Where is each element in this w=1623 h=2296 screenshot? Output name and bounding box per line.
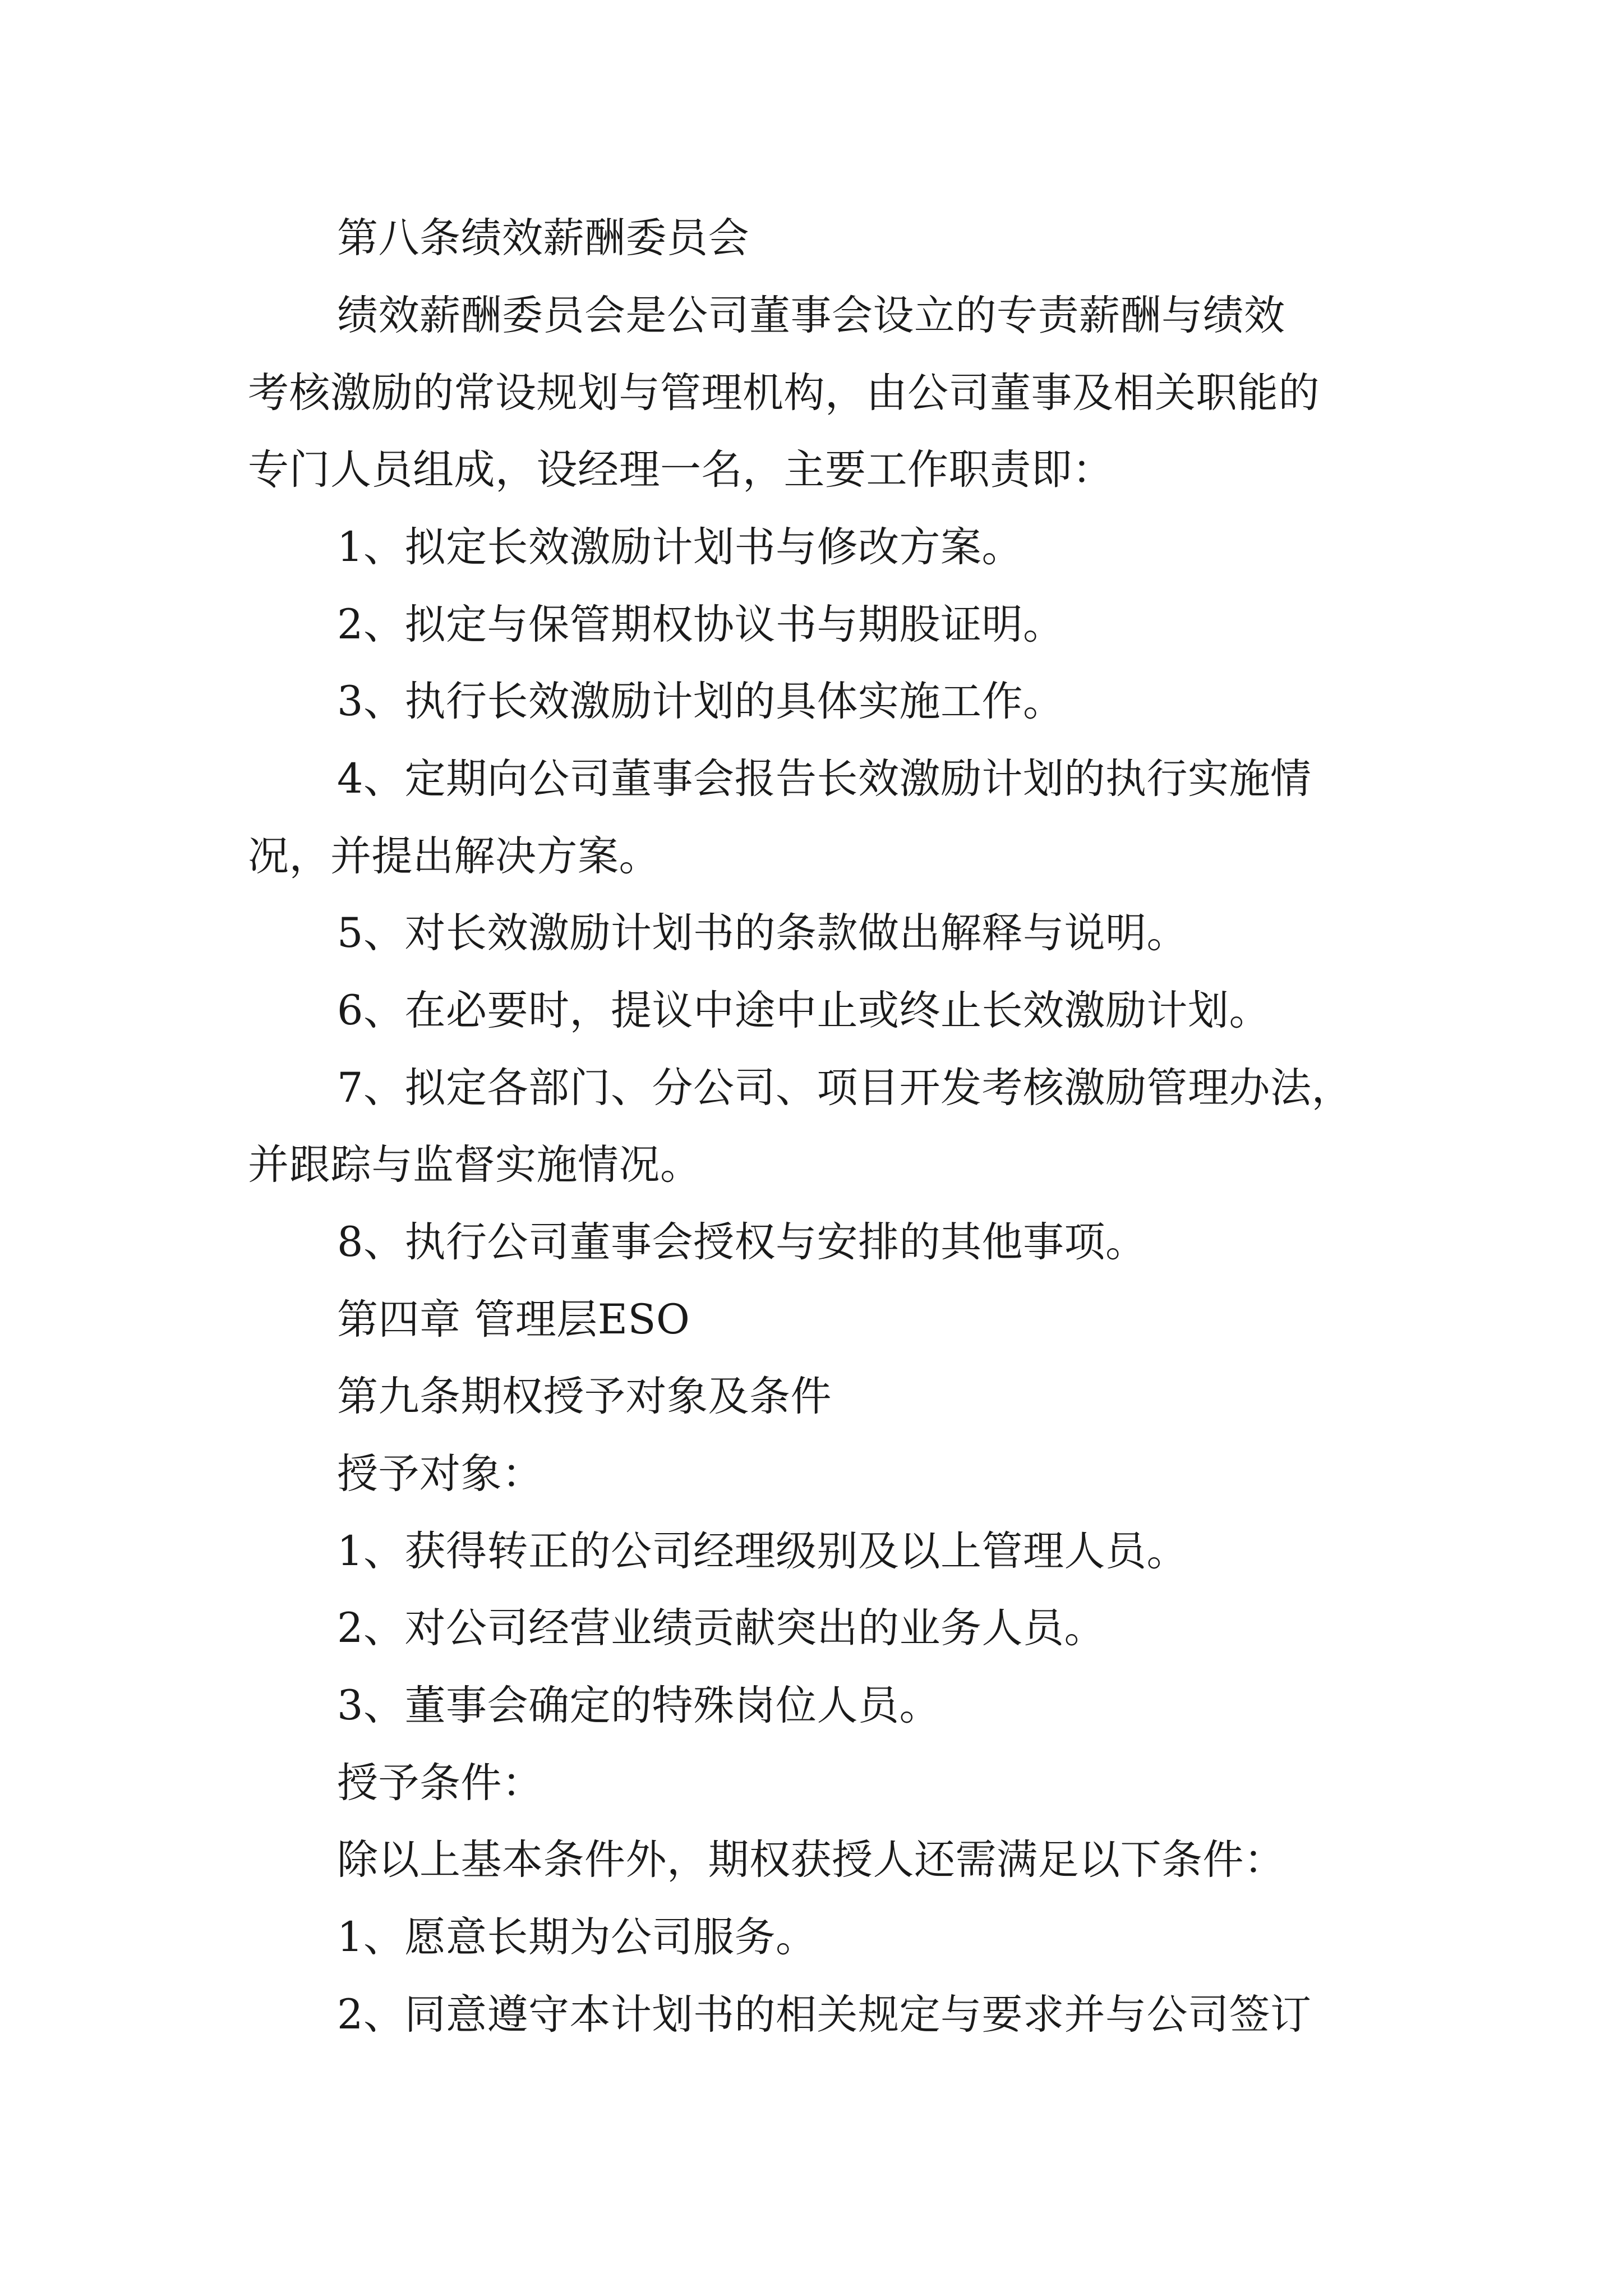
list-item-continuation: 并跟踪与监督实施情况。 xyxy=(248,1141,702,1189)
list-item: 1、拟定长效激励计划书与修改方案。 xyxy=(337,523,1023,571)
list-item: 6、在必要时，提议中途中止或终止长效激励计划。 xyxy=(337,987,1270,1034)
section-heading-article-8: 第八条绩效薪酬委员会 xyxy=(337,214,749,262)
list-item: 2、对公司经营业绩贡献突出的业务人员。 xyxy=(337,1604,1105,1652)
chapter-heading: 第四章 管理层ESO xyxy=(337,1296,690,1343)
paragraph-line: 除以上基本条件外，期权获授人还需满足以下条件： xyxy=(337,1836,1285,1884)
paragraph-line: 考核激励的常设规划与管理机构，由公司董事及相关职能的 xyxy=(248,369,1320,417)
paragraph-line: 绩效薪酬委员会是公司董事会设立的专责薪酬与绩效 xyxy=(337,292,1285,339)
list-item: 3、执行长效激励计划的具体实施工作。 xyxy=(337,678,1064,725)
list-item: 5、对长效激励计划书的条款做出解释与说明。 xyxy=(337,909,1188,957)
list-item: 3、董事会确定的特殊岗位人员。 xyxy=(337,1682,940,1729)
list-item: 1、愿意长期为公司服务。 xyxy=(337,1913,817,1961)
subheading: 授予条件： xyxy=(337,1759,543,1807)
list-item: 2、同意遵守本计划书的相关规定与要求并与公司签订 xyxy=(337,1991,1312,2039)
list-item: 7、拟定各部门、分公司、项目开发考核激励管理办法， xyxy=(337,1064,1353,1112)
section-heading-article-9: 第九条期权授予对象及条件 xyxy=(337,1373,832,1420)
list-item: 8、执行公司董事会授权与安排的其他事项。 xyxy=(337,1218,1147,1266)
list-item-continuation: 况，并提出解决方案。 xyxy=(248,832,660,880)
subheading: 授予对象： xyxy=(337,1450,543,1498)
list-item: 2、拟定与保管期权协议书与期股证明。 xyxy=(337,601,1064,648)
list-item: 1、获得转正的公司经理级别及以上管理人员。 xyxy=(337,1527,1188,1575)
list-item: 4、定期向公司董事会报告长效激励计划的执行实施情 xyxy=(337,755,1312,803)
paragraph-line: 专门人员组成，设经理一名，主要工作职责即： xyxy=(248,446,1114,494)
